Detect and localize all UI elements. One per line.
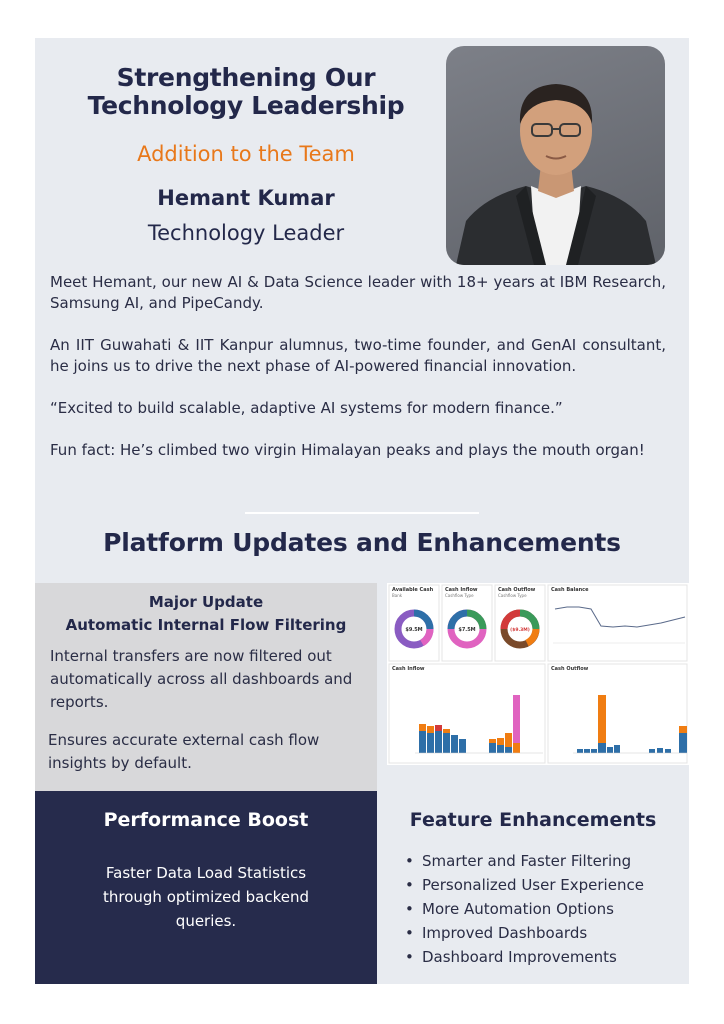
feature-item: • Smarter and Faster Filtering (405, 849, 685, 873)
person-role: Technology Leader (147, 221, 345, 245)
section-divider (245, 512, 479, 514)
cash-inflow-value: $7.5M (458, 627, 476, 633)
profile-photo (446, 46, 665, 265)
card-title-inflow: Cash Inflow (445, 587, 478, 593)
newsletter-page (35, 38, 689, 984)
feature-item: • Personalized User Experience (405, 873, 685, 897)
intro-fun-fact: Fun fact: He’s climbed two virgin Himalayan peaks and plays the mouth organ! (50, 441, 645, 459)
major-update-label: Major Update (148, 593, 264, 611)
card-sub-available: Bank (392, 593, 403, 598)
person-portrait-icon (446, 46, 665, 265)
section-title: Platform Updates and Enhancements (103, 528, 621, 557)
performance-panel (35, 791, 377, 984)
intro-text (50, 272, 666, 482)
major-update-text-1: Internal transfers are now filtered out automatically across all dashboards and reports. (50, 647, 353, 711)
page-title (79, 64, 413, 120)
feature-item: • Improved Dashboards (405, 921, 685, 945)
feature-item: • Dashboard Improvements (405, 945, 685, 969)
performance-text: Faster Data Load Statistics through optimized backend queries. (103, 864, 309, 930)
card-title-outflow: Cash Outflow (498, 587, 536, 593)
major-update-panel (35, 583, 377, 791)
intro-paragraph-2: An IIT Guwahati & IIT Kanpur alumnus, two-time founder, and GenAI consultant, he joins us to drive the next phase of AI-powered financial innovation. (50, 336, 666, 375)
bullet-icon: • (405, 924, 414, 942)
bullet-icon: • (405, 900, 414, 918)
cash-outflow-value: ($9.3M) (510, 628, 530, 633)
cash-balance-title: Cash Balance (551, 587, 589, 593)
cash-inflow-chart-card (389, 664, 545, 763)
card-title-available: Available Cash (392, 587, 434, 593)
card-sub-inflow: Cashflow Type (445, 593, 474, 598)
dashboard-screenshot (387, 583, 689, 765)
major-update-heading (35, 591, 377, 637)
cash-balance-card (548, 585, 687, 661)
available-cash-value: $9.5M (405, 627, 423, 633)
subtitle: Addition to the Team (137, 142, 355, 166)
cash-inflow-chart-title: Cash Inflow (392, 666, 425, 672)
features-list (405, 849, 685, 969)
major-update-feature: Automatic Internal Flow Filtering (65, 616, 347, 634)
intro-quote: “Excited to build scalable, adaptive AI systems for modern finance.” (50, 399, 563, 417)
cash-outflow-chart-title: Cash Outflow (551, 666, 589, 672)
person-name: Hemant Kumar (157, 186, 335, 210)
title-line-1: Strengthening Our (116, 63, 376, 92)
bullet-icon: • (405, 948, 414, 966)
major-update-text-2: Ensures accurate external cash flow insights by default. (48, 731, 320, 772)
bullet-icon: • (405, 876, 414, 894)
features-title: Feature Enhancements (409, 809, 657, 831)
intro-paragraph-1: Meet Hemant, our new AI & Data Science leader with 18+ years at IBM Research, Samsung AI, and PipeCandy. (50, 273, 666, 312)
title-line-2: Technology Leadership (87, 91, 405, 120)
performance-title: Performance Boost (103, 809, 309, 831)
bullet-icon: • (405, 852, 414, 870)
feature-item: • More Automation Options (405, 897, 685, 921)
card-sub-outflow: Cashflow Type (498, 593, 527, 598)
